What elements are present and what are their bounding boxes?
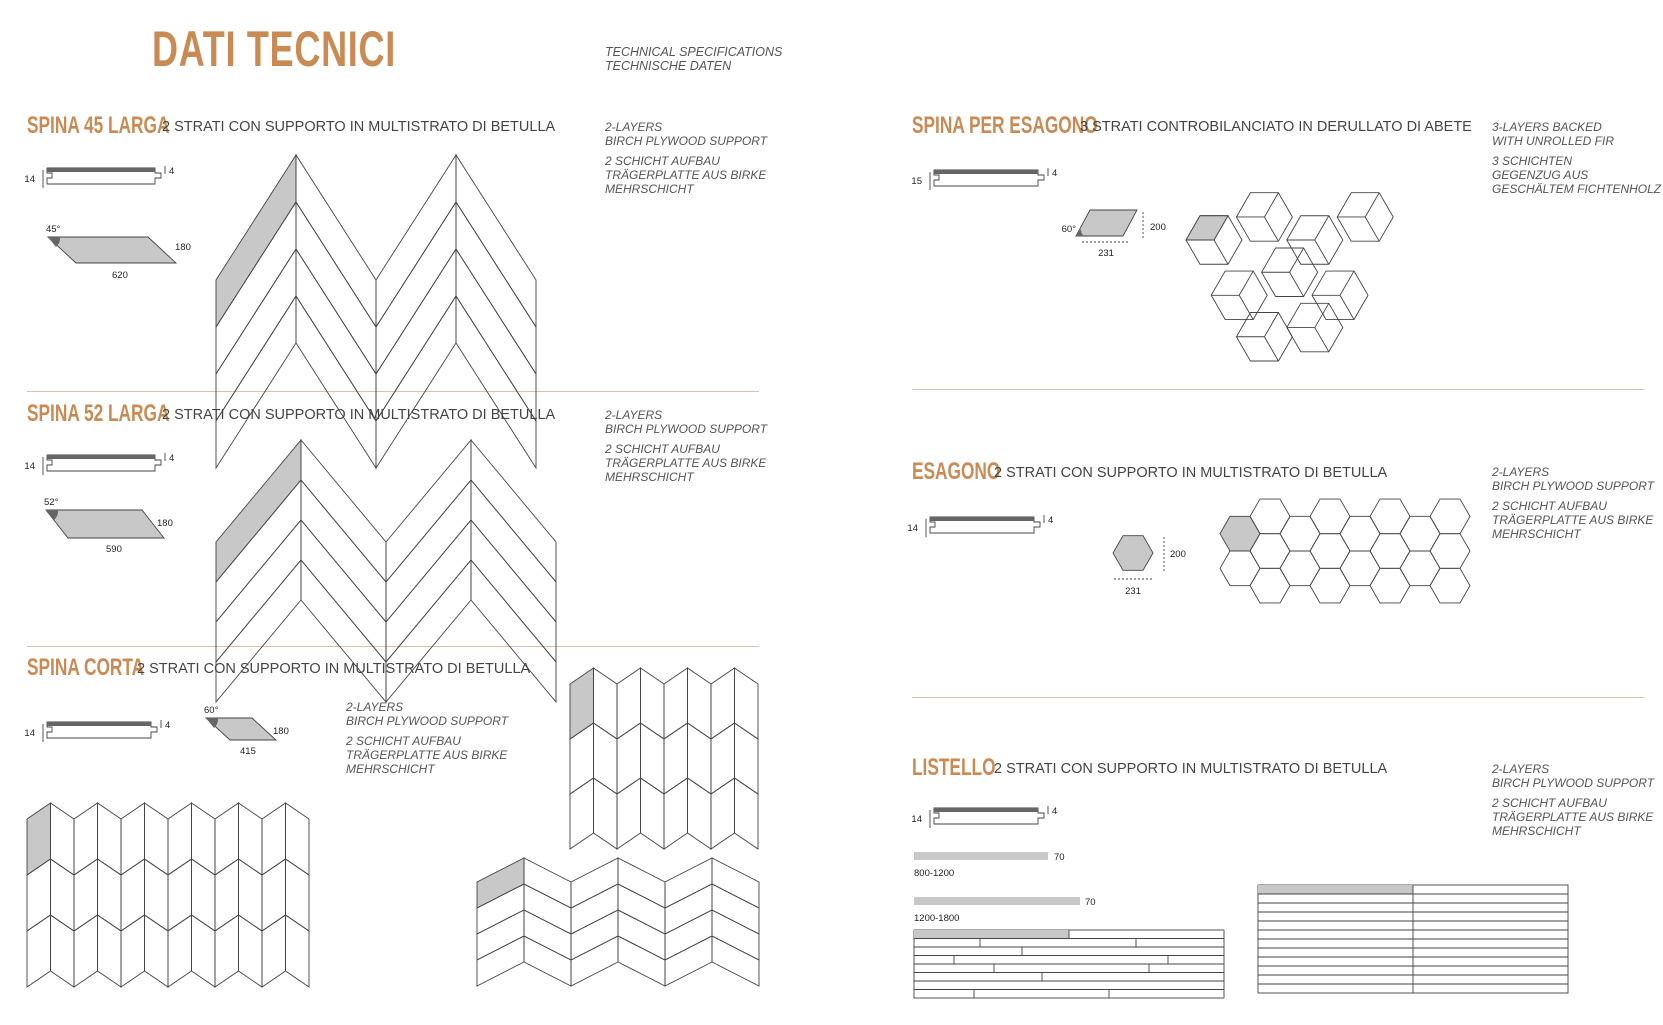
- chevron-tile: [570, 778, 594, 849]
- rhombus-shaded: [1186, 216, 1228, 240]
- rhombus-edge: [1290, 248, 1304, 272]
- rhombus-edge: [1315, 216, 1329, 240]
- chevron-tile: [711, 668, 735, 739]
- plank-shape: [1076, 210, 1137, 236]
- hex-cell: [1400, 551, 1440, 586]
- chevron-tile: [477, 936, 524, 986]
- spec-line: GEGENZUG AUS: [1492, 168, 1589, 182]
- length-label: 590: [106, 544, 122, 555]
- plank-top-layer: [47, 722, 151, 726]
- chevron-tile: [386, 560, 471, 702]
- spec-line: MEHRSCHICHT: [1492, 527, 1581, 541]
- chevron-tile: [192, 803, 216, 875]
- chevron-tile: [471, 440, 556, 582]
- chevron-tile: [216, 296, 296, 468]
- hex-cell: [1370, 499, 1410, 534]
- chevron-tile: [301, 440, 386, 582]
- page-title: DATI TECNICI: [152, 21, 396, 77]
- chevron-tile: [688, 778, 712, 849]
- strip-plank: [914, 852, 1048, 860]
- rhombus-edge: [1214, 240, 1228, 264]
- hex-cell: [1310, 568, 1350, 603]
- chevron-tile: [192, 859, 216, 931]
- chevron-tile: [665, 910, 712, 960]
- chevron-tile: [618, 884, 665, 934]
- section-description: 2 STRATI CON SUPPORTO IN MULTISTRATO DI BETULLA: [162, 119, 556, 135]
- chevron-tile: [471, 480, 556, 622]
- chevron-tile: [239, 859, 263, 931]
- chevron-tile: [239, 803, 263, 875]
- chevron-tile: [571, 884, 618, 934]
- chevron-tile: [524, 936, 571, 986]
- chevron-tile: [571, 910, 618, 960]
- hex-cell: [1430, 568, 1470, 603]
- chevron-tile: [594, 778, 618, 849]
- chevron-tile: [296, 249, 376, 421]
- chevron-tile: [215, 803, 239, 875]
- chevron-tile: [145, 915, 169, 987]
- chevron-tile: [376, 296, 456, 468]
- spec-line: BIRCH PLYWOOD SUPPORT: [1492, 776, 1655, 790]
- width-label: 200: [1150, 222, 1166, 233]
- rhombus-edge: [1264, 193, 1278, 217]
- chevron-tile: [192, 915, 216, 987]
- width-label: 200: [1170, 549, 1186, 560]
- thickness-label: 14: [24, 728, 35, 739]
- chevron-tile: [471, 520, 556, 662]
- hex-cell: [1280, 516, 1320, 551]
- rhombus-edge: [1264, 217, 1278, 241]
- chevron-tile: [712, 910, 759, 960]
- spec-line: MEHRSCHICHT: [605, 182, 694, 196]
- width-label: 180: [175, 242, 191, 253]
- section-name: ESAGONO: [912, 458, 1001, 485]
- chevron-tile: [301, 560, 386, 702]
- spec-line: BIRCH PLYWOOD SUPPORT: [346, 714, 509, 728]
- layer-label: 4: [1052, 806, 1058, 817]
- rhombus-edge: [1239, 271, 1253, 295]
- thickness-label: 14: [911, 814, 922, 825]
- chevron-tile: [617, 778, 641, 849]
- chevron-tile: [711, 778, 735, 849]
- length-label: 620: [112, 270, 128, 281]
- chevron-tile: [477, 910, 524, 960]
- spec-line: GESCHÄLTEM FICHTENHOLZ: [1492, 182, 1662, 196]
- spec-line: MEHRSCHICHT: [346, 762, 435, 776]
- chevron-tile: [262, 915, 286, 987]
- chevron-tile: [618, 910, 665, 960]
- subtitle-line-de: TECHNISCHE DATEN: [605, 59, 732, 73]
- hex-cell: [1430, 534, 1470, 569]
- chevron-tile: [376, 202, 456, 374]
- hex-cell: [1220, 516, 1260, 551]
- hex-cell: [1250, 568, 1290, 603]
- chevron-tile: [735, 723, 759, 794]
- chevron-tile: [688, 723, 712, 794]
- chevron-tile: [74, 915, 98, 987]
- chevron-tile: [712, 858, 759, 908]
- spec-line: TRÄGERPLATTE AUS BIRKE: [605, 456, 767, 470]
- spec-line: 2 SCHICHT AUFBAU: [1492, 796, 1607, 810]
- chevron-tile: [121, 915, 145, 987]
- section-description: 3 STRATI CONTROBILANCIATO IN DERULLATO DI ABETE: [1080, 119, 1472, 135]
- thickness-label: 15: [911, 176, 922, 187]
- rhombus-edge: [1315, 328, 1329, 352]
- width-label: 180: [157, 518, 173, 529]
- section-name: SPINA PER ESAGONO: [912, 112, 1098, 139]
- chevron-tile: [735, 778, 759, 849]
- width-label: 70: [1054, 852, 1065, 863]
- chevron-tile: [524, 910, 571, 960]
- chevron-tile: [664, 778, 688, 849]
- chevron-tile: [74, 859, 98, 931]
- chevron-tile: [456, 155, 536, 327]
- rhombus-edge: [1365, 217, 1379, 241]
- chevron-tile: [145, 859, 169, 931]
- strip-plank-shaded: [1258, 885, 1413, 894]
- length-label: 231: [1125, 586, 1141, 597]
- plank-top-layer: [934, 170, 1038, 174]
- chevron-tile: [98, 803, 122, 875]
- chevron-tile: [386, 440, 471, 582]
- section-name: SPINA CORTA: [27, 654, 145, 681]
- hex-cell: [1340, 551, 1380, 586]
- chevron-tile: [735, 668, 759, 739]
- chevron-tile: [641, 723, 665, 794]
- chevron-tile: [74, 803, 98, 875]
- chevron-tile: [51, 803, 75, 875]
- hex-cell: [1370, 568, 1410, 603]
- spec-line: 2 SCHICHT AUFBAU: [605, 154, 720, 168]
- rhombus-edge: [1340, 271, 1354, 295]
- hex-cell: [1310, 499, 1350, 534]
- chevron-tile: [286, 859, 310, 931]
- chevron-tile: [216, 440, 301, 582]
- chevron-tile: [262, 803, 286, 875]
- plank-top-layer: [47, 168, 155, 172]
- chevron-tile: [301, 480, 386, 622]
- strip-plank: [914, 897, 1080, 905]
- chevron-tile: [712, 884, 759, 934]
- section-description: 2 STRATI CON SUPPORTO IN MULTISTRATO DI BETULLA: [137, 661, 531, 677]
- subtitle-line-en: TECHNICAL SPECIFICATIONS: [605, 45, 783, 59]
- angle-label: 45°: [46, 224, 61, 235]
- spec-line: MEHRSCHICHT: [1492, 824, 1581, 838]
- chevron-tile: [524, 884, 571, 934]
- chevron-tile: [145, 803, 169, 875]
- rhombus-edge: [1315, 240, 1329, 264]
- hex-cell: [1370, 534, 1410, 569]
- chevron-tile: [98, 859, 122, 931]
- chevron-tile: [301, 520, 386, 662]
- chevron-tile: [98, 915, 122, 987]
- section-name: SPINA 52 LARGA: [27, 400, 170, 427]
- chevron-tile: [570, 668, 594, 739]
- chevron-tile: [376, 155, 456, 327]
- section-description: 2 STRATI CON SUPPORTO IN MULTISTRATO DI BETULLA: [162, 407, 556, 423]
- rhombus-edge: [1340, 295, 1354, 319]
- spec-line: 2-LAYERS: [1492, 762, 1550, 776]
- chevron-tile: [456, 296, 536, 468]
- thickness-label: 14: [24, 461, 35, 472]
- width-label: 70: [1085, 897, 1096, 908]
- spec-line: 3-LAYERS BACKED: [1492, 120, 1602, 134]
- thickness-label: 14: [907, 523, 918, 534]
- chevron-tile: [27, 803, 51, 875]
- width-label: 180: [273, 726, 289, 737]
- spec-line: TRÄGERPLATTE AUS BIRKE: [605, 168, 767, 182]
- plank-shape: [48, 237, 176, 263]
- chevron-tile: [376, 249, 456, 421]
- section-description: 2 STRATI CON SUPPORTO IN MULTISTRATO DI BETULLA: [994, 761, 1388, 777]
- hex-cell: [1340, 516, 1380, 551]
- spec-line: 3 SCHICHTEN: [1492, 154, 1573, 168]
- length-label: 415: [240, 746, 256, 757]
- section-name: LISTELLO: [912, 754, 996, 781]
- spec-line: 2 SCHICHT AUFBAU: [605, 442, 720, 456]
- chevron-tile: [594, 723, 618, 794]
- chevron-tile: [711, 723, 735, 794]
- chevron-tile: [617, 723, 641, 794]
- hex-cell: [1280, 551, 1320, 586]
- angle-label: 52°: [44, 497, 59, 508]
- chevron-tile: [215, 915, 239, 987]
- rhombus-edge: [1264, 337, 1278, 361]
- chevron-tile: [121, 859, 145, 931]
- layer-label: 4: [169, 453, 175, 464]
- spec-line: WITH UNROLLED FIR: [1492, 134, 1615, 148]
- chevron-tile: [471, 560, 556, 702]
- chevron-tile: [121, 803, 145, 875]
- hexagon-tile: [1113, 536, 1153, 571]
- chevron-tile: [456, 202, 536, 374]
- chevron-tile: [51, 859, 75, 931]
- chevron-tile: [665, 936, 712, 986]
- hex-cell: [1310, 534, 1350, 569]
- chevron-tile: [386, 480, 471, 622]
- chevron-tile: [216, 155, 296, 327]
- spec-line: 2-LAYERS: [346, 700, 404, 714]
- chevron-tile: [571, 936, 618, 986]
- spec-line: 2 SCHICHT AUFBAU: [1492, 499, 1607, 513]
- length-label: 231: [1098, 248, 1114, 259]
- spec-line: TRÄGERPLATTE AUS BIRKE: [346, 748, 508, 762]
- chevron-tile: [524, 858, 571, 908]
- chevron-tile: [296, 202, 376, 374]
- spec-line: BIRCH PLYWOOD SUPPORT: [605, 422, 768, 436]
- layer-label: 4: [1048, 515, 1054, 526]
- rhombus-edge: [1315, 303, 1329, 327]
- chevron-tile: [665, 858, 712, 908]
- chevron-tile: [594, 668, 618, 739]
- plank-top-layer: [934, 808, 1038, 812]
- chevron-tile: [712, 936, 759, 986]
- plank-top-layer: [930, 517, 1034, 521]
- chevron-tile: [386, 520, 471, 662]
- chevron-tile: [168, 859, 192, 931]
- strip-plank-shaded: [914, 930, 1069, 939]
- thickness-label: 14: [24, 174, 35, 185]
- chevron-tile: [286, 803, 310, 875]
- spec-line: 2-LAYERS: [605, 408, 663, 422]
- chevron-tile: [296, 296, 376, 468]
- chevron-tile: [286, 915, 310, 987]
- chevron-tile: [665, 884, 712, 934]
- chevron-tile: [456, 249, 536, 421]
- spec-line: TRÄGERPLATTE AUS BIRKE: [1492, 513, 1654, 527]
- plank-top-layer: [47, 455, 155, 459]
- spec-line: 2-LAYERS: [1492, 465, 1550, 479]
- chevron-tile: [168, 915, 192, 987]
- hex-cell: [1220, 551, 1260, 586]
- chevron-tile: [664, 668, 688, 739]
- angle-label: 60°: [204, 705, 219, 716]
- chevron-tile: [262, 859, 286, 931]
- rhombus-edge: [1365, 193, 1379, 217]
- length-label: 800-1200: [914, 868, 955, 879]
- hex-cell: [1400, 516, 1440, 551]
- rhombus-edge: [1290, 272, 1304, 296]
- hex-cell: [1430, 499, 1470, 534]
- chevron-tile: [664, 723, 688, 794]
- chevron-tile: [27, 915, 51, 987]
- chevron-tile: [641, 778, 665, 849]
- spec-line: TRÄGERPLATTE AUS BIRKE: [1492, 810, 1654, 824]
- chevron-tile: [571, 858, 618, 908]
- chevron-tile: [617, 668, 641, 739]
- section-name: SPINA 45 LARGA: [27, 112, 170, 139]
- plank-shape: [46, 510, 164, 538]
- chevron-tile: [688, 668, 712, 739]
- rhombus-edge: [1264, 313, 1278, 337]
- layer-label: 4: [1052, 168, 1058, 179]
- chevron-tile: [618, 858, 665, 908]
- chevron-tile: [216, 560, 301, 702]
- chevron-tile: [215, 859, 239, 931]
- section-description: 2 STRATI CON SUPPORTO IN MULTISTRATO DI BETULLA: [994, 465, 1388, 481]
- chevron-tile: [168, 803, 192, 875]
- rhombus-edge: [1239, 295, 1253, 319]
- chevron-tile: [477, 858, 524, 908]
- layer-label: 4: [165, 720, 171, 731]
- chevron-tile: [51, 915, 75, 987]
- spec-line: BIRCH PLYWOOD SUPPORT: [605, 134, 768, 148]
- chevron-tile: [239, 915, 263, 987]
- spec-line: MEHRSCHICHT: [605, 470, 694, 484]
- length-label: 1200-1800: [914, 913, 960, 924]
- chevron-tile: [618, 936, 665, 986]
- spec-line: BIRCH PLYWOOD SUPPORT: [1492, 479, 1655, 493]
- spec-line: 2-LAYERS: [605, 120, 663, 134]
- spec-line: 2 SCHICHT AUFBAU: [346, 734, 461, 748]
- angle-label: 60°: [1061, 224, 1076, 235]
- layer-label: 4: [169, 166, 175, 177]
- chevron-tile: [296, 155, 376, 327]
- chevron-tile: [641, 668, 665, 739]
